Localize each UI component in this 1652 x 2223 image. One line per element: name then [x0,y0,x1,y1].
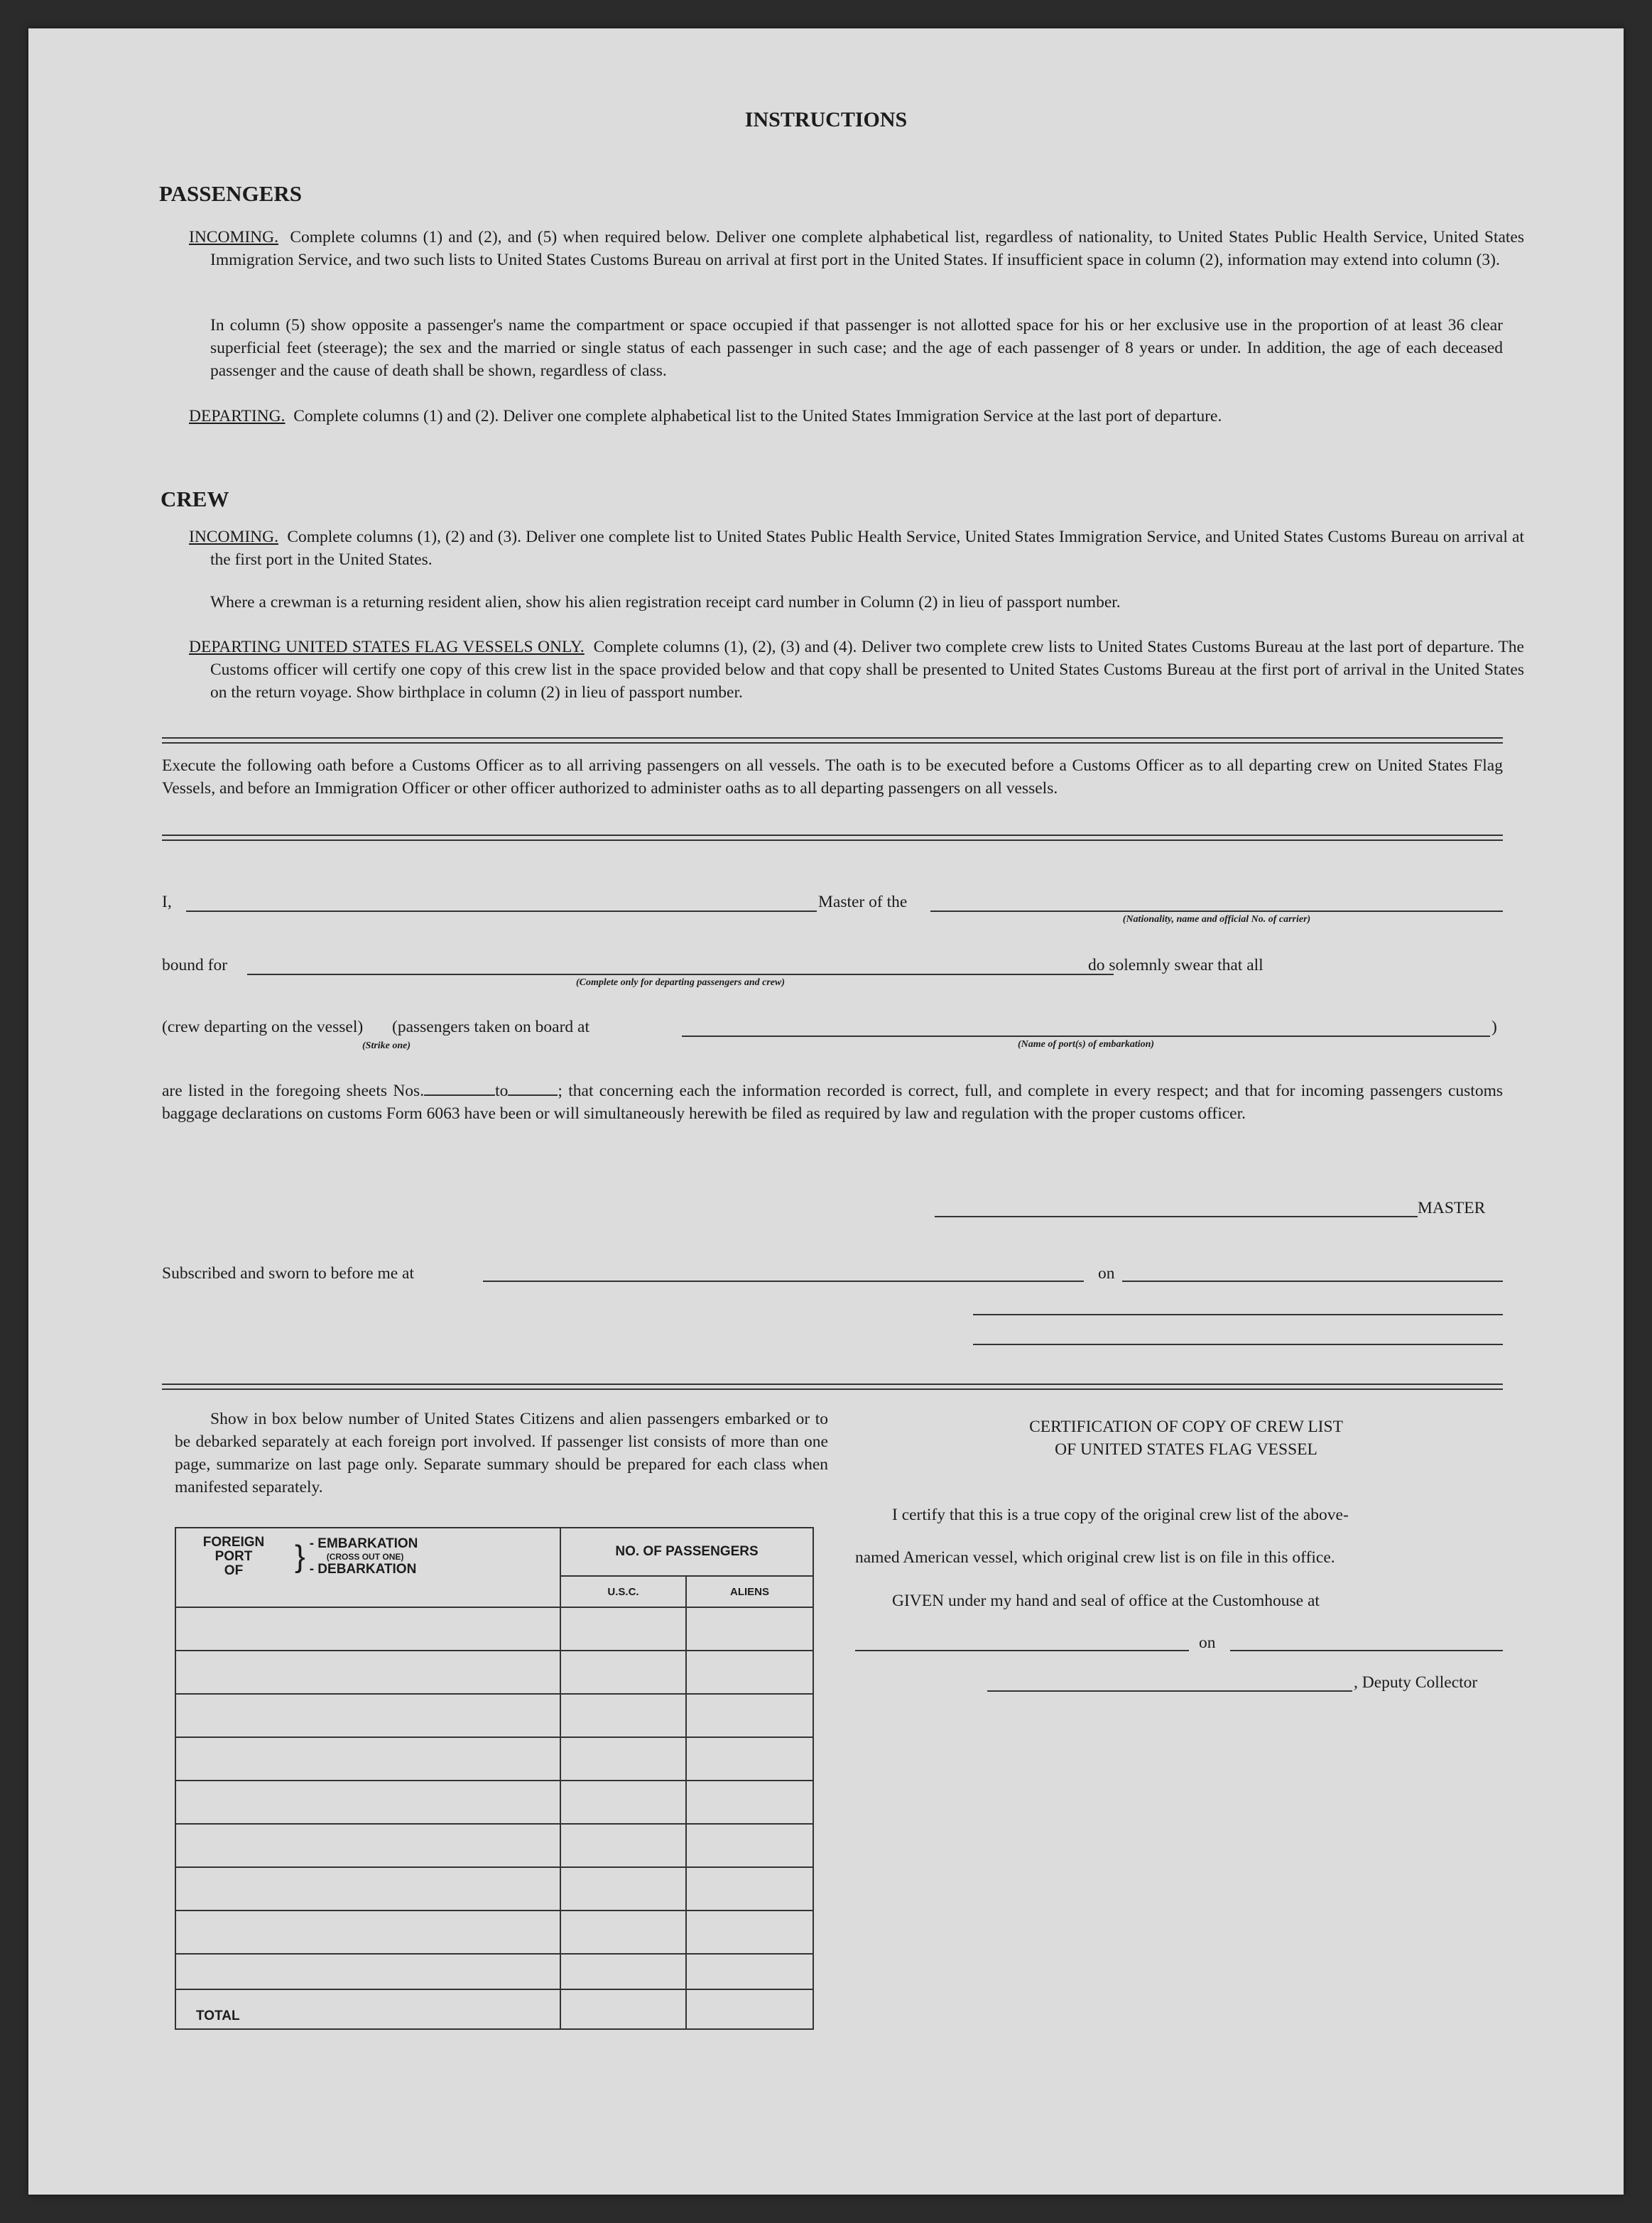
aliens-cell[interactable] [686,1781,813,1824]
passengers-departing-paragraph [189,405,1524,428]
master-name-field[interactable] [186,911,817,912]
passenger-summary-table [175,1527,814,2030]
crew-departing-option: (crew departing on the vessel) [162,1018,364,1036]
table-row [175,1954,813,1989]
carrier-field[interactable] [930,911,1503,912]
total-label: TOTAL [175,1989,560,2029]
port-cell[interactable] [175,1737,560,1781]
sheets-to-field[interactable] [508,1094,558,1096]
debarkation-option: - DEBARKATION [309,1562,417,1577]
usc-cell[interactable] [560,1651,686,1694]
port-cell[interactable] [175,1607,560,1651]
listed-to-text: to [495,1082,509,1100]
aliens-cell[interactable] [686,1694,813,1737]
listed-start-text: are listed in the foregoing sheets Nos. [162,1082,425,1100]
double-rule [162,835,1503,841]
crew-departing-lead: DEPARTING UNITED STATES FLAG VESSELS ONLY. [189,638,585,656]
officer-title-field[interactable] [973,1344,1503,1345]
cross-out-note: (CROSS OUT ONE) [326,1552,404,1562]
certification-heading [866,1415,1506,1461]
double-rule [162,1384,1503,1390]
aliens-cell[interactable] [686,1824,813,1867]
sworn-on-label: on [1098,1264,1115,1283]
sworn-date-field[interactable] [1122,1281,1503,1282]
sworn-at-field[interactable] [483,1281,1084,1282]
sheets-from-field[interactable] [424,1094,495,1096]
passengers-incoming-paragraph [189,226,1524,271]
strike-one-caption: (Strike one) [362,1040,411,1051]
foreign-port-of-label: FOREIGN PORT OF [202,1535,265,1578]
total-row [175,1989,813,2029]
aliens-cell[interactable] [686,1651,813,1694]
officer-signature-field[interactable] [973,1314,1503,1315]
certify-line-1: I certify that this is a true copy of the original crew list of the above- [892,1506,1349,1524]
aliens-cell[interactable] [686,1867,813,1911]
table-row [175,1781,813,1824]
usc-cell[interactable] [560,1781,686,1824]
crew-incoming-lead: INCOMING. [189,528,278,546]
certification-date-field[interactable] [1230,1650,1503,1651]
passengers-incoming-lead: INCOMING. [189,228,278,246]
port-cell[interactable] [175,1781,560,1824]
usc-cell[interactable] [560,1867,686,1911]
total-aliens-cell[interactable] [686,1989,813,2029]
no-of-passengers-header: NO. OF PASSENGERS [560,1528,813,1576]
oath-listed-paragraph [162,1080,1503,1125]
deputy-collector-label: , Deputy Collector [1354,1673,1478,1692]
port-cell[interactable] [175,1824,560,1867]
master-signature-field[interactable] [935,1216,1418,1217]
aliens-cell[interactable] [686,1607,813,1651]
total-usc-cell[interactable] [560,1989,686,2029]
bound-for-caption: (Complete only for departing passengers and crew) [576,977,785,988]
table-row [175,1651,813,1694]
passengers-incoming-text: Complete columns (1) and (2), and (5) when required below. Deliver one complete alphabetical list, regardless of nationality, to United States Public Health Service, United States Immigration Service, and two such lists to United States Customs Bureau on arrival at first port in the United States. If insufficient space in column (2), information may extend into column (3). [210,228,1525,269]
crew-departing-text: Complete columns (1), (2), (3) and (4). Deliver two complete crew lists to United States Customs Bureau at the last port of departure. The Customs officer will certify one copy of this crew list in the space provided below and that copy shall be presented to United States Customs Bureau at the first port of arrival in the United States on the return voyage. Show birthplace in column (2) in lieu of passport number. [210,638,1524,702]
crew-heading: CREW [161,487,229,511]
oath-swear-text: do solemnly swear that all [1088,956,1264,974]
oath-master-of-label: Master of the [818,893,908,911]
ports-caption: (Name of port(s) of embarkation) [1017,1039,1155,1050]
certification-heading-line1: CERTIFICATION OF COPY OF CREW LIST [1029,1418,1343,1436]
passengers-departing-text: Complete columns (1) and (2). Deliver one complete alphabetical list to the United States Immigration Service at the last port of departure. [293,407,1222,425]
ports-embarkation-field[interactable] [682,1036,1490,1037]
usc-cell[interactable] [560,1694,686,1737]
crew-incoming-paragraph [189,526,1524,571]
customhouse-field[interactable] [855,1650,1189,1651]
brace-glyph: } [295,1539,305,1574]
oath-intro: Execute the following oath before a Customs Officer as to all arriving passengers on all vessels. The oath is to be executed before a Customs Officer as to all departing crew on United States Flag Vessels, and before an Immigration Officer or other officer authorized to administer oaths as to all departing passengers on all vessels. [162,756,1503,798]
port-cell[interactable] [175,1694,560,1737]
certification-on-label: on [1199,1634,1216,1652]
summary-note: Show in box below number of United States Citizens and alien passengers embarked or to be debarked separately at each foreign port involved. If passenger list consists of more than one page, summarize on last page only. Separate summary should be prepared for each class when manifested separately. [175,1410,828,1496]
passengers-heading: PASSENGERS [159,181,302,206]
listed-rest-text: ; that concerning each the information recorded is correct, full, and complete in every respect; and that for incoming passengers customs baggage declarations on customs Form 6063 have been or will simultaneously herewith be filed as required by law and regulation with the proper customs officer. [162,1082,1504,1123]
table-row [175,1737,813,1781]
oath-i-label: I, [162,893,172,911]
passengers-departing-lead: DEPARTING. [189,407,286,425]
document-page [28,28,1624,2195]
aliens-cell[interactable] [686,1737,813,1781]
crew-incoming-text: Complete columns (1), (2) and (3). Deliver one complete list to United States Public Health Service, United States Immigration Service, and United States Customs Bureau on arrival at the first port in the United States. [210,528,1524,569]
aliens-cell[interactable] [686,1954,813,1989]
table-row [175,1694,813,1737]
double-rule [162,737,1503,744]
close-paren: ) [1491,1018,1497,1036]
oath-bound-for-label: bound for [162,956,228,974]
usc-header: U.S.C. [560,1576,686,1607]
port-cell[interactable] [175,1954,560,1989]
port-cell[interactable] [175,1651,560,1694]
usc-cell[interactable] [560,1954,686,1989]
subscribed-label: Subscribed and sworn to before me at [162,1264,415,1283]
deputy-collector-signature-field[interactable] [987,1690,1352,1692]
given-text: GIVEN under my hand and seal of office at the Customhouse at [892,1592,1320,1610]
carrier-caption: (Nationality, name and official No. of carrier) [1122,914,1311,925]
table-row [175,1607,813,1651]
aliens-header: ALIENS [686,1576,813,1607]
certify-line-2: named American vessel, which original crew list is on file in this office. [855,1548,1335,1567]
table-row [175,1911,813,1954]
passengers-column5-paragraph: In column (5) show opposite a passenger's name the compartment or space occupied if that passenger is not allotted space for his or her exclusive use in the proportion of at least 36 clear superficial feet (steerage); the sex and the married or single status of each passenger in such case; and the age of each passenger of 8 years or under. In addition, the age of each deceased passenger and the cause of death shall be shown, regardless of class. [210,316,1503,380]
table-row [175,1824,813,1867]
certification-heading-line2: OF UNITED STATES FLAG VESSEL [1055,1440,1317,1459]
usc-cell[interactable] [560,1824,686,1867]
table-row [175,1867,813,1911]
usc-cell[interactable] [560,1737,686,1781]
crew-departing-paragraph [189,636,1524,704]
port-cell[interactable] [175,1867,560,1911]
aliens-cell[interactable] [686,1911,813,1954]
usc-cell[interactable] [560,1607,686,1651]
bound-for-field[interactable] [247,974,1114,975]
port-cell[interactable] [175,1911,560,1954]
master-label: MASTER [1418,1199,1486,1217]
embarkation-option: - EMBARKATION [309,1536,418,1551]
crew-resident-paragraph: Where a crewman is a returning resident alien, show his alien registration receipt card number in Column (2) in lieu of passport number. [210,593,1121,612]
page-title: INSTRUCTIONS [744,108,908,131]
usc-cell[interactable] [560,1911,686,1954]
port-header-cell [175,1528,560,1607]
passengers-taken-option: (passengers taken on board at [392,1018,589,1036]
